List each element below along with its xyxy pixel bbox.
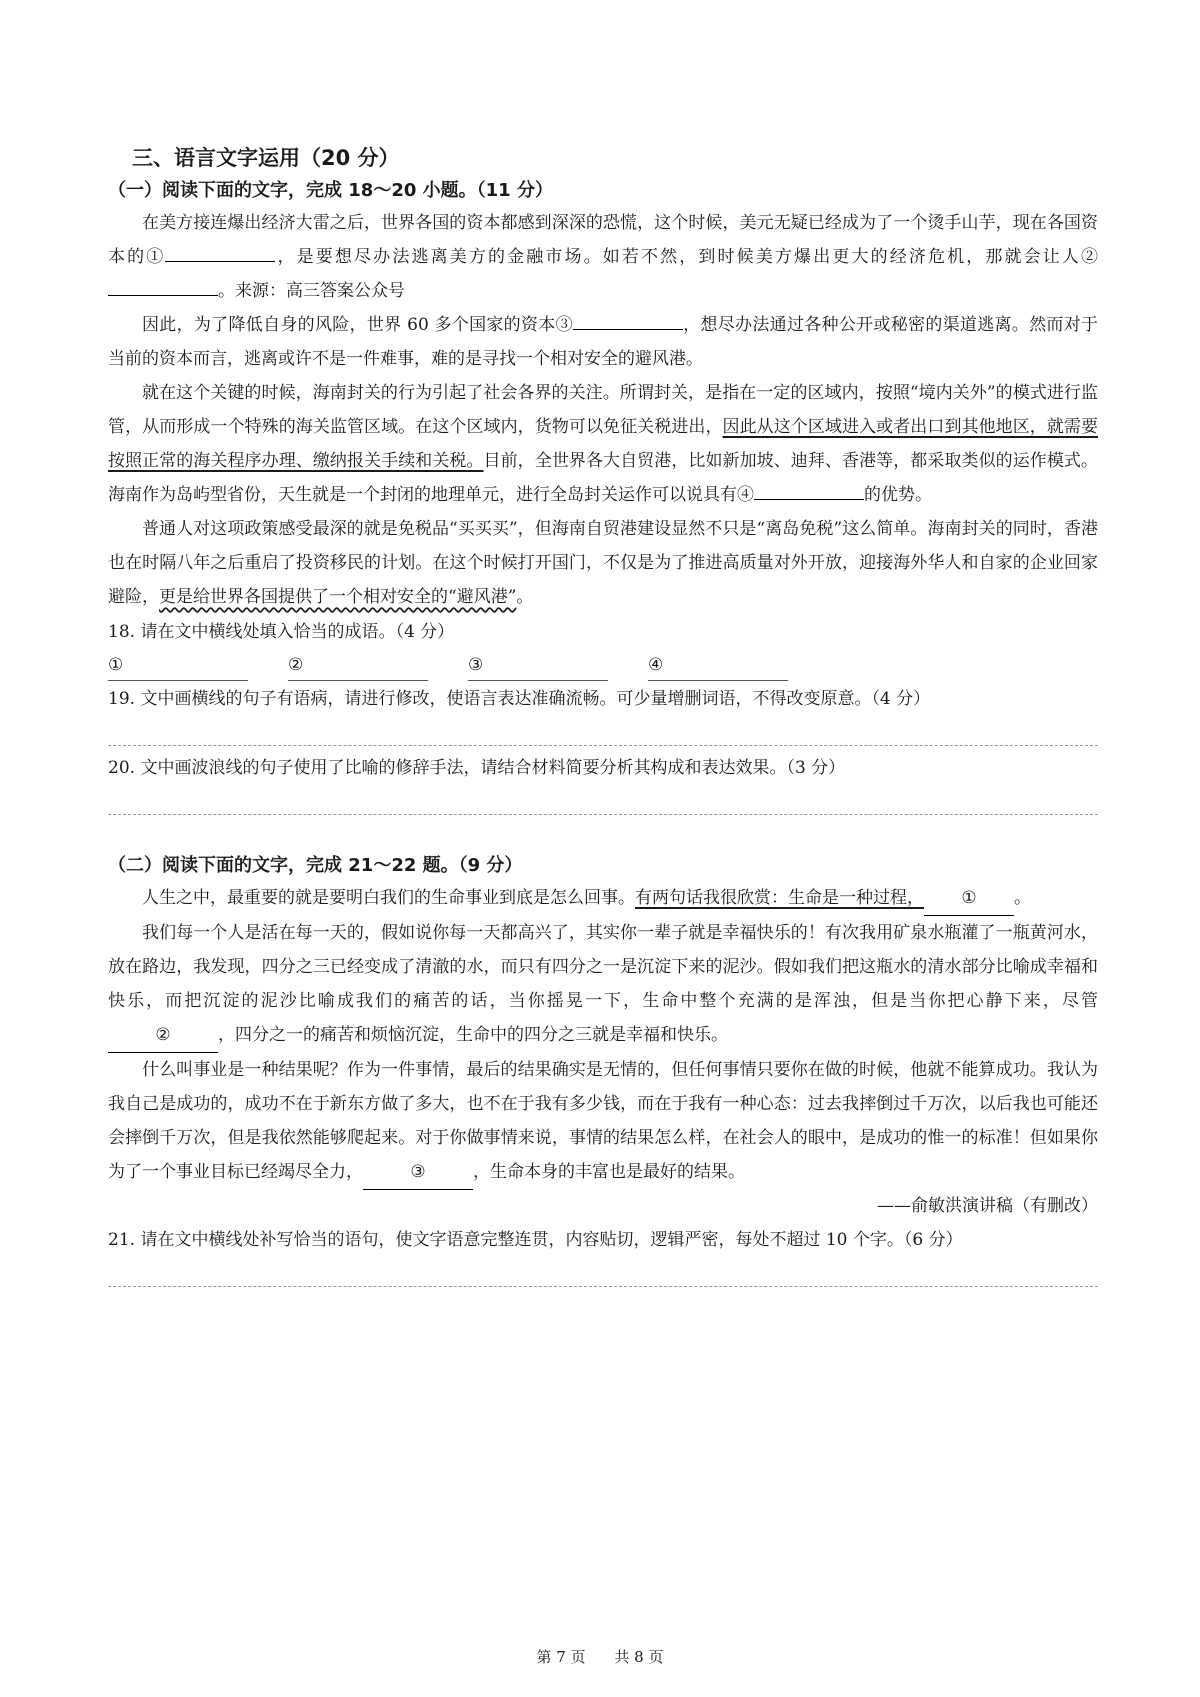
text: 因此，为了降低自身的风险，世界 60 多个国家的资本③ [142,315,573,335]
answer-line-21[interactable] [108,1260,1098,1287]
answer-slot-1[interactable]: ① [108,650,248,681]
text: 。 [1014,888,1031,908]
text: 就在这个关键的时候，海南封关的行为引起了社会各界的关注。所谓封关，是指在一定的区域内，按照“境内关外”的模式进行监管，从而形成一个特殊的海关监管区域。在这个区域内，货物可以免征关税进出， [108,383,1098,437]
answer-slot-2[interactable]: ② [288,650,428,681]
exam-page [108,142,1098,1293]
passage1-paragraph-1 [108,206,1098,308]
text: ，想尽办法通过各种公开或秘密的渠道逃离。然而对于当前的资本而言，逃离或许不是一件难事，难的是寻找一个相对安全的避风港。 [108,315,1098,369]
part2-title: （二）阅读下面的文字，完成 21～22 题。（9 分） [108,855,523,876]
blank-4 [754,499,864,500]
text: 。 [516,587,534,607]
text: 普通人对这项政策感受最深的就是免税品“买买买”，但海南自贸港建设显然不只是“离岛免税”这么简单。海南封关的同时，香港也在时隔八年之后重启了投资移民的计划。在这个时候打开国门，不仅是为了推进高质量对外开放，迎接海外华人和自家的企业回家避险， [108,519,1098,607]
underlined-sentence: 因此从这个区域进入或者出口到其他地区，就需要按照正常的海关程序办理、缴纳报关手续和关税。 [108,417,1099,471]
source-attribution: ——俞敏洪演讲稿（有删改） [877,1196,1098,1216]
answer-slot-3[interactable]: ③ [468,650,608,681]
page-number: 第 7 页 [536,1648,586,1666]
blank-1: ① [924,881,1014,916]
question-20: 20. 文中画波浪线的句子使用了比喻的修辞手法，请结合材料简要分析其构成和表达效果。（3 分） [108,758,846,778]
page-footer [0,1646,1200,1667]
text: 在美方接连爆出经济大雷之后，世界各国的资本都感到深深的恐慌，这个时候，美元无疑已经成为了一个烫手山芋，现在各国资本的① [108,213,1098,267]
part1-title: （一）阅读下面的文字，完成 18～20 小题。（11 分） [108,180,553,201]
section-title: 三、语言文字运用（20 分） [132,146,400,170]
blank-2: ② [108,1018,218,1053]
question-21: 21. 请在文中横线处补写恰当的语句，使文字语意完整连贯，内容贴切，逻辑严密，每处不超过 10 个字。（6 分） [108,1230,963,1250]
passage2-paragraph-1 [108,881,1098,916]
answer-line-20[interactable] [108,788,1098,815]
text: ，是要想尽办法逃离美方的金融市场。如若不然，到时候美方爆出更大的经济危机，那就会让人② [275,247,1099,267]
text: 什么叫事业是一种结果呢？作为一件事情，最后的结果确实是无情的，但任何事情只要你在做的时候，他就不能算成功。我认为我自己是成功的，成功不在于新东方做了多大，也不在于我有多少钱，而在于我有一种心态：过去我摔倒过千万次，以后我也可能还会摔倒千万次，但是我依然能够爬起来。对于你做事情来说，事情的结果怎么样，在社会人的眼中，是成功的惟一的标准！但如果你为了一个事业目标已经竭尽全力， [108,1060,1098,1182]
text: 的优势。 [864,485,932,505]
passage2-paragraph-2 [108,916,1098,1053]
text: 目前，全世界各大自贸港，比如新加坡、迪拜、香港等，都采取类似的运作模式。海南作为岛屿型省份，天生就是一个封闭的地理单元，进行全岛封关运作可以说具有④ [108,451,1099,505]
page-total: 共 8 页 [614,1648,664,1666]
passage1-paragraph-2 [108,308,1098,376]
question-19: 19. 文中画横线的句子有语病，请进行修改，使语言表达准确流畅。可少量增删词语，不得改变原意。（4 分） [108,689,931,709]
question-18-answers [108,650,1098,681]
blank-2 [108,295,218,296]
answer-line-19[interactable] [108,719,1098,746]
text: ，生命本身的丰富也是最好的结果。 [473,1162,745,1182]
passage1-paragraph-3 [108,376,1098,512]
blank-1 [165,261,275,262]
question-18: 18. 请在文中横线处填入恰当的成语。（4 分） [108,622,455,642]
answer-slot-4[interactable]: ④ [648,650,788,681]
passage2-paragraph-3 [108,1053,1098,1190]
text: 我们每一个人是活在每一天的，假如说你每一天都高兴了，其实你一辈子就是幸福快乐的！有次我用矿泉水瓶灌了一瓶黄河水，放在路边，我发现，四分之三已经变成了清澈的水，而只有四分之一是沉淀下来的泥沙。假如我们把这瓶水的清水部分比喻成幸福和快乐，而把沉淀的泥沙比喻成我们的痛苦的话，当你摇晃一下，生命中整个充满的是浑浊，但是当你把心静下来，尽管 [108,923,1098,1011]
text: 人生之中，最重要的就是要明白我们的生命事业到底是怎么回事。 [142,888,635,908]
text: ，四分之一的痛苦和烦恼沉淀，生命中的四分之三就是幸福和快乐。 [218,1025,728,1045]
passage1-paragraph-4 [108,512,1098,614]
underlined-sentence: 有两句话我很欣赏：生命是一种过程， [635,888,924,908]
text: 。来源：高三答案公众号 [218,281,405,301]
blank-3: ③ [363,1155,473,1190]
blank-3 [573,329,683,330]
wavy-sentence: 更是给世界各国提供了一个相对安全的“避风港” [159,587,517,607]
